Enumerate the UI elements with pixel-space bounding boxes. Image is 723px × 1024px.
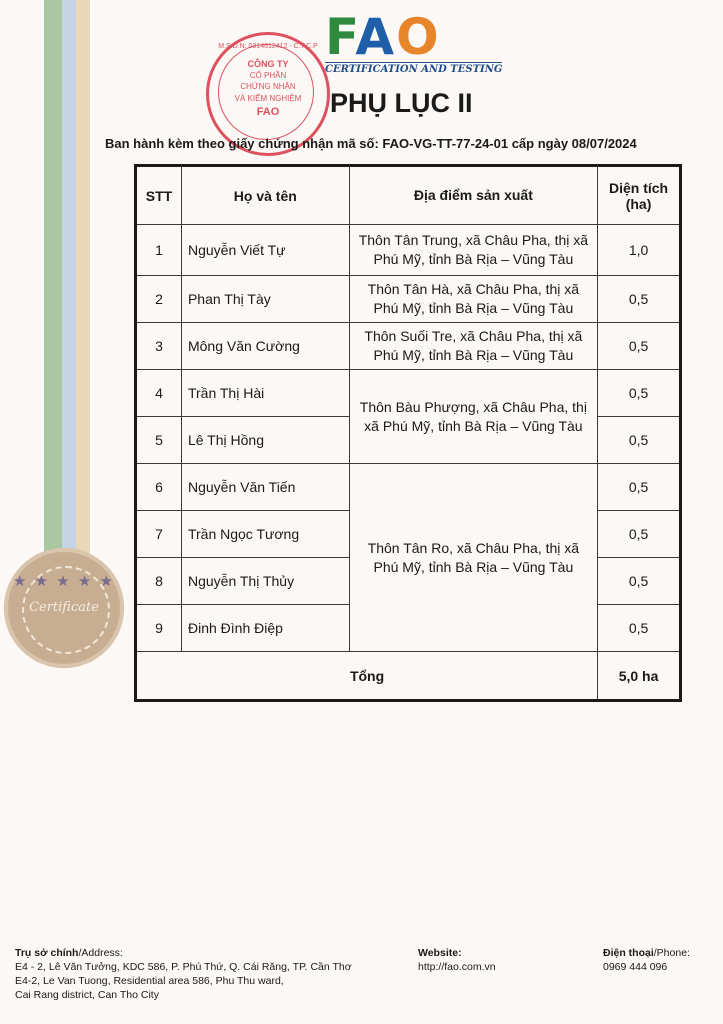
table-row: 6 Nguyễn Văn Tiến Thôn Tân Ro, xã Châu Pha, thị xã Phú Mỹ, tỉnh Bà Rịa – Vũng Tàu 0,5 (136, 464, 681, 511)
table-row: 5 Lê Thị Hồng 0,5 (136, 417, 681, 464)
table-row: 4 Trần Thị Hài Thôn Bàu Phượng, xã Châu Pha, thị xã Phú Mỹ, tỉnh Bà Rịa – Vũng Tàu 0,5 (136, 370, 681, 417)
fao-logo: FAO CERTIFICATION AND TESTING (325, 8, 503, 75)
page-title: PHỤ LỤC II (330, 88, 473, 118)
table-row: 9 Đinh Đình Điệp 0,5 (136, 605, 681, 652)
farmer-table (134, 164, 682, 702)
table-row: 3 Mông Văn Cường Thôn Suối Tre, xã Châu Pha, thị xã Phú Mỹ, tỉnh Bà Rịa – Vũng Tàu 0,5 (136, 323, 681, 370)
table-row: 7 Trần Ngọc Tương 0,5 (136, 511, 681, 558)
decorative-ribbon-green (44, 0, 62, 560)
header-area: Diện tích (ha) (598, 166, 681, 225)
footer-phone: Điện thoại/Phone: 0969 444 096 (603, 947, 690, 973)
certificate-seal-icon: ★ ★ ★ ★ ★ Certificate (4, 548, 124, 668)
decorative-ribbon-gold (76, 0, 90, 560)
table-row: 2 Phan Thị Tày Thôn Tân Hà, xã Châu Pha, thị xã Phú Mỹ, tỉnh Bà Rịa – Vũng Tàu 0,5 (136, 276, 681, 323)
total-value: 5,0 ha (598, 652, 681, 701)
header-name: Họ và tên (181, 166, 349, 225)
company-stamp: M.S.D.N: 0314612412 - C.T.C.P CÔNG TY CỔ PHẦN CHỨNG NHẬN VÀ KIỂM NGHIỆM FAO (206, 32, 330, 156)
decorative-ribbon-blue (62, 0, 76, 560)
total-label: Tổng (136, 652, 598, 701)
footer-website: Website: http://fao.com.vn (418, 947, 496, 973)
header-location: Địa điểm sản xuất (349, 166, 597, 225)
table-header-row (136, 166, 681, 225)
website-link[interactable]: http://fao.com.vn (418, 961, 496, 973)
total-row (136, 652, 681, 701)
table-row: 8 Nguyễn Thị Thủy 0,5 (136, 558, 681, 605)
header-stt: STT (136, 166, 182, 225)
footer-address: Trụ sở chính/Address: E4 - 2, Lê Văn Tưởng, KDC 586, P. Phú Thứ, Q. Cái Răng, TP. Cần Thơ E4-2, Le Van Tuong, Residential area 586, Phu Thu ward, Cai Rang district, Can Tho City (15, 947, 352, 1001)
document-subtitle: Ban hành kèm theo giấy chứng nhận mã số: FAO-VG-TT-77-24-01 cấp ngày 08/07/2024 (105, 136, 637, 151)
table-row: 1 Nguyễn Viết Tự Thôn Tân Trung, xã Châu Pha, thị xã Phú Mỹ, tỉnh Bà Rịa – Vũng Tàu 1,0 (136, 225, 681, 276)
logo-tagline: CERTIFICATION AND TESTING (325, 64, 503, 75)
